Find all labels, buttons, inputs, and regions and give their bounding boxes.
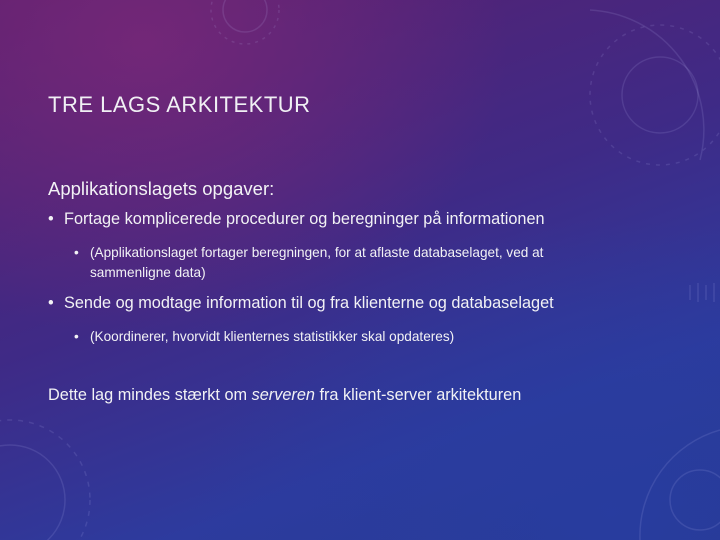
slide-title: TRE LAGS ARKITEKTUR: [48, 92, 311, 117]
sub-bullet-2: [74, 327, 620, 347]
bullet-1: [48, 210, 545, 229]
sub-bullet-marker: •: [74, 245, 79, 260]
bullet-marker: •: [48, 294, 54, 312]
section-heading: Applikationslagets opgaver:: [48, 178, 275, 199]
footer-text: [48, 386, 521, 405]
bullet-marker: •: [48, 210, 54, 228]
footer-after: fra klient-server arkitekturen: [314, 386, 522, 404]
bullet-1-text: Fortage komplicerede procedurer og beregninger på informationen: [64, 210, 545, 228]
bullet-2-text: Sende og modtage information til og fra klienterne og databaselaget: [64, 294, 554, 312]
footer-emphasis: serveren: [251, 386, 315, 404]
bullet-2: [48, 294, 554, 313]
sub-bullet-marker: •: [74, 329, 79, 344]
sub-bullet-1: [74, 243, 620, 283]
sub-bullet-1-text: (Applikationslaget fortager beregningen, for at aflaste databaselaget, ved at sammenligne data): [90, 245, 544, 280]
footer-before: Dette lag mindes stærkt om: [48, 386, 252, 404]
sub-bullet-2-text: (Koordinerer, hvorvidt klienternes statistikker skal opdateres): [90, 329, 455, 344]
